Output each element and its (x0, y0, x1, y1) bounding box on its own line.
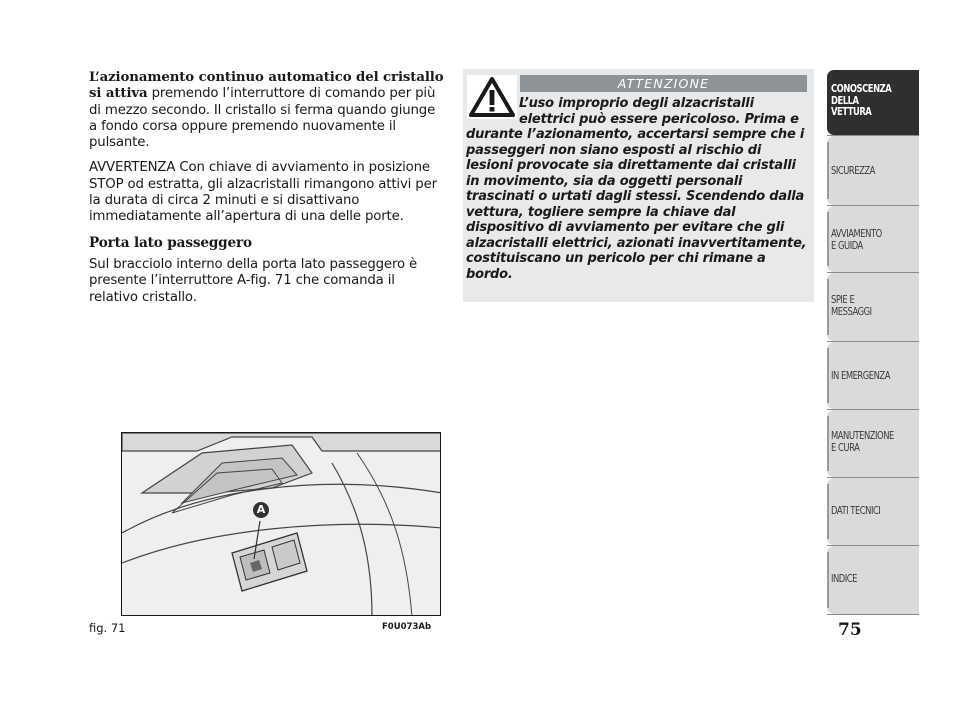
figure-code: F0U073Ab (382, 622, 432, 632)
chapter-tabs (827, 70, 919, 615)
door-armrest-illustration (122, 433, 441, 616)
tab-manutenzione-e-cura[interactable]: MANUTENZIONE E CURA (827, 410, 919, 478)
figure-door-switch (121, 432, 441, 616)
callout-a-badge: A (253, 502, 269, 518)
figure-caption: fig. 71 (89, 621, 126, 635)
body-text-column (89, 70, 445, 315)
tab-dati-tecnici[interactable]: DATI TECNICI (827, 478, 919, 546)
paragraph-warning-note: AVVERTENZA Con chiave di avviamento in posizione STOP od estratta, gli alzacristalli rimangono attivi per la durata di circa 2 minuti e si disattivano immediatamente all’apertura di una delle porte. (89, 160, 437, 225)
tab-indice[interactable]: INDICE (827, 546, 919, 615)
warning-box (463, 69, 814, 302)
page-number: 75 (838, 620, 862, 640)
warning-text: L’uso improprio degli alzacristalli elettrici può essere pericoloso. Prima e durante l’azionamento, accertarsi sempre che i passeggeri non siano esposti al rischio di lesioni provocate sia direttamente dai cristalli in movimento, sia da oggetti personali trascinati o urtati dagli stessi. Scendendo dalla vettura, togliere sempre la chiave dal dispositivo di avviamento per evitare che gli alzacristalli elettrici, azionati inavvertitamente, costituiscano un pericolo per chi rimane a bordo. (466, 96, 807, 282)
paragraph-body: premendo l’interruttore di comando per più di mezzo secondo. Il cristallo si ferma quando giunge a fondo corsa oppure premendo nuovamente il pulsante. (89, 86, 436, 151)
warning-title: ATTENZIONE (520, 75, 807, 92)
tab-spie-e-messaggi[interactable]: SPIE E MESSAGGI (827, 273, 919, 342)
paragraph-passenger-door: Sul bracciolo interno della porta lato passeggero è presente l’interruttore A-fig. 71 che comanda il relativo cristallo. (89, 256, 418, 305)
section-heading: Porta lato passeggero (89, 234, 252, 251)
paragraph-auto-operation (89, 70, 445, 151)
warning-text-block (466, 96, 810, 282)
tab-sicurezza[interactable]: SICUREZZA (827, 136, 919, 206)
paragraph-lead-bold: L’azionamento continuo automatico del cristallo si attiva (89, 70, 444, 102)
tab-in-emergenza[interactable]: IN EMERGENZA (827, 342, 919, 410)
tab-conoscenza-della-vettura[interactable]: CONOSCENZA DELLA VETTURA (827, 70, 919, 136)
tab-avviamento-e-guida[interactable]: AVVIAMENTO E GUIDA (827, 206, 919, 273)
